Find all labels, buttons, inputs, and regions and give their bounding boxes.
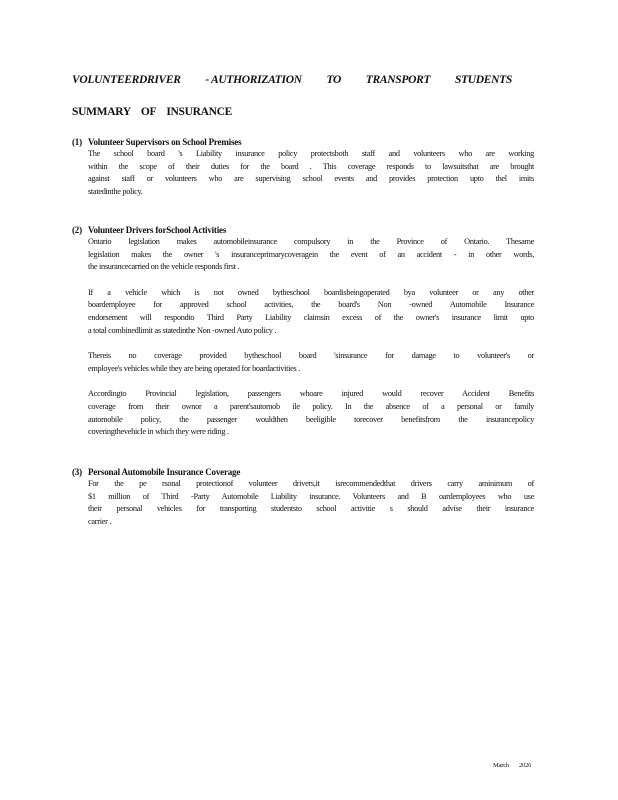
text-line: legislation makes the owner 's insuranceprimarycoveragein the event of an accident - in other words, [88, 249, 534, 259]
text-line: coverage from their ownor a parent'sautomob ile policy. In the absence of a personal or family [88, 401, 534, 411]
paragraph [88, 478, 534, 528]
paragraph [88, 388, 534, 438]
section-personal-auto-coverage [72, 467, 534, 528]
section-number: (2) [72, 225, 82, 235]
text-line: automobile policy, the passenger wouldthen beeligible torecover benefitsfrom the insurancepolicy [88, 414, 534, 424]
text-line: employee's vehicles while they are being operated for boardactivities . [88, 363, 300, 373]
document-title [72, 74, 512, 86]
subtitle-part: SUMMARY [72, 106, 131, 118]
text-line: $1 million of Third -Party Automobile Liability insurance. Volunteers and B oardemployees who use [88, 491, 534, 501]
section-heading [72, 137, 534, 147]
text-line: their personal vehicles for transporting studentsto school activitie s should advise their insurance [88, 504, 534, 514]
text-line: boardemployee for approved school activities, the board's Non -owned Automobile Insurance [88, 300, 534, 310]
section-heading [72, 467, 534, 477]
text-line: For the pe rsonal protectionof volunteer drivers,it isrecommendedthat drivers carry aminimum of [88, 479, 534, 488]
subtitle-part: INSURANCE [166, 106, 232, 118]
section-number: (3) [72, 467, 82, 477]
section-volunteer-supervisors [72, 137, 534, 198]
title-part: STUDENTS [454, 74, 512, 86]
text-line: the insurancecarried on the vehicle responds first . [88, 262, 240, 272]
text-line: Thereis no coverage provided bytheschool board 'sinsurance for damage to volunteer's or [88, 351, 534, 361]
text-line: carrier . [88, 516, 112, 526]
paragraph [88, 350, 534, 375]
section-heading-text: Volunteer Supervisors on School Premises [88, 137, 242, 147]
paragraph [88, 287, 534, 337]
text-line: statedinthe policy. [88, 186, 143, 196]
text-line: Ontario legislation makes automobileinsurance compulsory in the Province of Ontario. Thesame [88, 237, 534, 246]
text-line: coveringthevehicle in which they were riding . [88, 427, 229, 437]
footer-month: March [493, 762, 509, 769]
title-part: TO [326, 74, 342, 86]
paragraph [88, 236, 534, 274]
section-number: (1) [72, 137, 82, 147]
page-footer-date [493, 762, 531, 769]
section-volunteer-drivers [72, 225, 534, 439]
title-part: VOLUNTEERDRIVER [72, 74, 181, 86]
title-part: - AUTHORIZATION [205, 74, 302, 86]
title-part: TRANSPORT [365, 74, 431, 86]
section-heading [72, 225, 534, 235]
paragraph [88, 148, 534, 198]
text-line: The school board 's Liability insurance policy protectsboth staff and volunteers who are working [88, 149, 534, 158]
section-heading-text: Volunteer Drivers forSchool Activities [88, 225, 227, 235]
text-line: within the scope of their duties for the board . This coverage responds to lawsuitsthat are brought [88, 161, 534, 171]
subtitle-part: OF [140, 106, 157, 118]
text-line: a total combinedlimit as statedinthe Non -owned Auto policy . [88, 325, 277, 335]
text-line: Accordingto Provincial legislation, passengers whoare injured would recover Accident Benefits [88, 389, 534, 399]
footer-year: 2026 [518, 762, 532, 769]
text-line: endorsement will respondto Third Party Liability claimsin excess of the owner's insurance limit upto [88, 312, 534, 322]
text-line: against staff or volunteers who are supervising school events and provides protection upto thel imits [88, 174, 534, 184]
text-line: If a vehicle which is not owned bytheschool boardisbeingoperated bya volunteer or any other [88, 287, 534, 297]
document-subtitle [72, 106, 232, 118]
section-heading-text: Personal Automobile Insurance Coverage [88, 467, 241, 477]
